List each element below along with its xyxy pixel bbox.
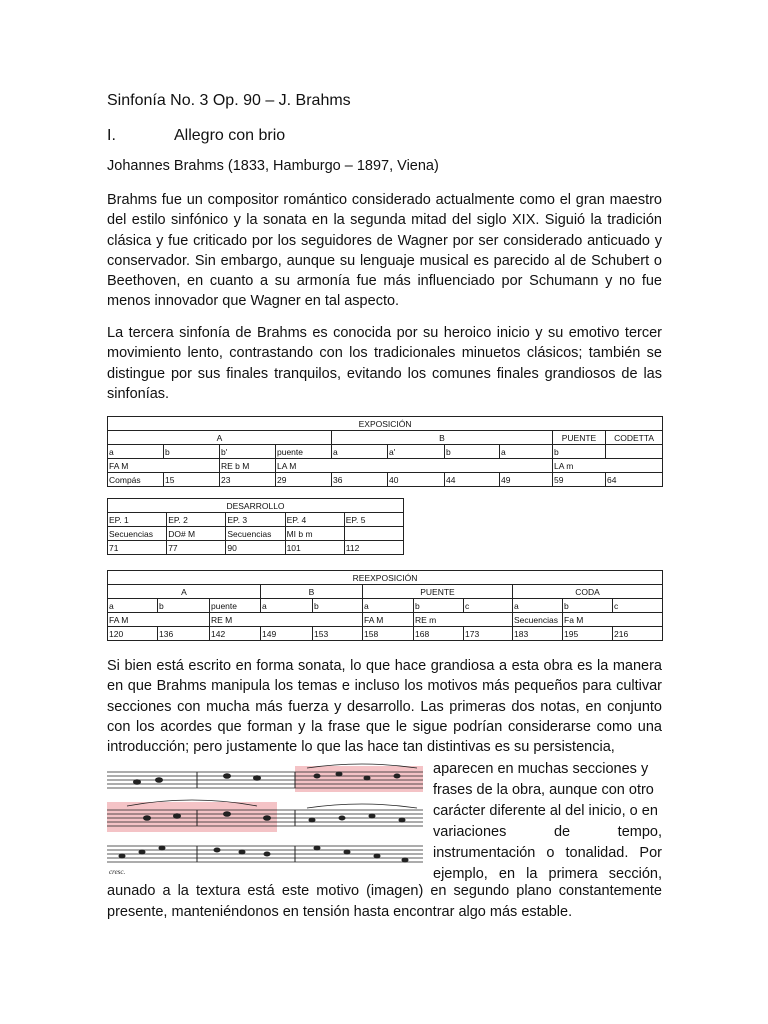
compas-cell: 23 xyxy=(220,473,276,487)
desarrollo-cell: Secuencias xyxy=(108,527,167,541)
episode-cell: EP. 5 xyxy=(344,513,403,527)
desarrollo-cell: Secuencias xyxy=(226,527,285,541)
motif-highlight xyxy=(107,802,277,832)
key-cell: RE b M xyxy=(220,459,276,473)
desarrollo-cell: 101 xyxy=(285,541,344,555)
key-cell: FA M xyxy=(108,613,210,627)
theme-cell: a xyxy=(513,599,563,613)
compas-cell: 29 xyxy=(276,473,332,487)
wrap-line: ejemplo, en la primera sección, xyxy=(433,865,662,882)
compas-cell: 64 xyxy=(606,473,663,487)
key-cell: LA M xyxy=(276,459,553,473)
compas-cell: 15 xyxy=(164,473,220,487)
key-cell: FA M xyxy=(363,613,414,627)
compas-cell: 120 xyxy=(108,627,158,641)
theme-cell: a' xyxy=(388,445,445,459)
desarrollo-table xyxy=(107,498,404,555)
theme-cell: b xyxy=(158,599,210,613)
compas-cell: 216 xyxy=(613,627,663,641)
paragraph-1: Brahms fue un compositor romántico considerado actualmente como el gran maestro del estilo sinfónico y la sonata en la segunda mitad del siglo XIX. Siguió la tradición clásica y fue criticado por los seguidores de Wagner por ser considerado anticuado y conservador. Sin embargo, aunque su lenguaje musical es parecido al de Schubert o Beethoven, en cuanto a su armonía fue más influenciado por Schumann y no fue menos innovador que Wagner en tal aspecto. xyxy=(107,192,662,310)
score-marking: cresc. xyxy=(109,868,126,876)
compas-cell: 142 xyxy=(210,627,261,641)
paragraph-3: Si bien está escrito en forma sonata, lo que hace grandiosa a esta obra es la manera en que Brahms manipula los temas e incluso los motivos más pequeños para cultivar secciones con mucha más fuerza y desarrollo. Las primeras dos notas, en conjunto con los acordes que forman y la frase que le sigue podrían considerarse como una introducción; pero justamente lo que las hace tan distintivas es su persistencia, xyxy=(107,658,662,756)
author-line: Johannes Brahms (1833, Hamburgo – 1897, Viena) xyxy=(107,158,439,174)
episode-cell: EP. 3 xyxy=(226,513,285,527)
theme-cell: a xyxy=(332,445,388,459)
section-number: I. xyxy=(107,127,116,144)
group-cell: PUENTE xyxy=(363,585,513,599)
theme-cell: puente xyxy=(276,445,332,459)
compas-cell: 49 xyxy=(500,473,553,487)
compas-cell: 183 xyxy=(513,627,563,641)
theme-cell: puente xyxy=(210,599,261,613)
key-cell: RE m xyxy=(414,613,513,627)
episode-cell: EP. 4 xyxy=(285,513,344,527)
section-heading xyxy=(107,127,285,145)
compas-cell: 36 xyxy=(332,473,388,487)
theme-cell: b xyxy=(164,445,220,459)
final-paragraph: aunado a la textura está este motivo (imagen) en segundo plano constantemente presente, manteniéndonos en tensión hasta encontrar algo más estable. xyxy=(107,883,662,920)
exposicion-table xyxy=(107,416,663,487)
reexposicion-table xyxy=(107,570,663,641)
desarrollo-cell: 71 xyxy=(108,541,167,555)
wrap-line: variaciones de tempo, xyxy=(433,823,662,840)
theme-cell: c xyxy=(613,599,663,613)
theme-cell: a xyxy=(108,445,164,459)
group-cell: CODETTA xyxy=(606,431,663,445)
theme-cell: a xyxy=(500,445,553,459)
theme-cell: b xyxy=(553,445,606,459)
section-label: Allegro con brio xyxy=(174,127,286,144)
theme-cell xyxy=(606,445,663,459)
key-cell: Secuencias xyxy=(513,613,563,627)
group-cell: B xyxy=(261,585,363,599)
theme-cell: b xyxy=(313,599,363,613)
desarrollo-cell: MI b m xyxy=(285,527,344,541)
compas-cell: 168 xyxy=(414,627,464,641)
theme-cell: b xyxy=(445,445,500,459)
paragraph-2: La tercera sinfonía de Brahms es conocida por su heroico inicio y su emotivo tercer movimiento lento, contrastando con los tradicionales minuetos clásicos; también se distingue por sus finales tranquilos, evitando los comunes finales grandiosos de las sinfonías. xyxy=(107,325,662,402)
group-cell: PUENTE xyxy=(553,431,606,445)
wrap-line: frases de la obra, aunque con otro xyxy=(433,781,654,798)
group-cell: CODA xyxy=(513,585,663,599)
theme-cell: b xyxy=(414,599,464,613)
theme-cell: a xyxy=(108,599,158,613)
theme-cell: b xyxy=(563,599,613,613)
desarrollo-header: DESARROLLO xyxy=(108,499,404,513)
exposicion-header: EXPOSICIÓN xyxy=(108,417,663,431)
wrapped-text xyxy=(433,759,662,884)
wrap-line: instrumentación o tonalidad. Por xyxy=(433,844,662,861)
compas-cell: 136 xyxy=(158,627,210,641)
reexposicion-header: REEXPOSICIÓN xyxy=(108,571,663,585)
episode-cell: EP. 1 xyxy=(108,513,167,527)
group-cell: B xyxy=(332,431,553,445)
wrap-line: carácter diferente al del inicio, o en xyxy=(433,802,658,819)
theme-cell: b' xyxy=(220,445,276,459)
desarrollo-cell: 112 xyxy=(344,541,403,555)
compas-cell: 149 xyxy=(261,627,313,641)
desarrollo-cell: DO# M xyxy=(167,527,226,541)
group-cell: A xyxy=(108,431,332,445)
compas-cell: 173 xyxy=(464,627,513,641)
compas-cell: 158 xyxy=(363,627,414,641)
theme-cell: a xyxy=(261,599,313,613)
key-cell: FA M xyxy=(108,459,220,473)
desarrollo-cell: 90 xyxy=(226,541,285,555)
desarrollo-cell: 77 xyxy=(167,541,226,555)
document-title: Sinfonía No. 3 Op. 90 – J. Brahms xyxy=(107,92,351,109)
theme-cell: a xyxy=(363,599,414,613)
episode-cell: EP. 2 xyxy=(167,513,226,527)
key-cell: RE M xyxy=(210,613,363,627)
desarrollo-cell xyxy=(344,527,403,541)
wrap-line: aparecen en muchas secciones y xyxy=(433,761,649,777)
score-excerpt-image xyxy=(107,762,423,877)
compas-cell: 40 xyxy=(388,473,445,487)
compas-cell: 195 xyxy=(563,627,613,641)
key-cell: LA m xyxy=(553,459,663,473)
compas-cell: 44 xyxy=(445,473,500,487)
key-cell: Fa M xyxy=(563,613,663,627)
compas-cell: 153 xyxy=(313,627,363,641)
group-cell: A xyxy=(108,585,261,599)
compas-cell: 59 xyxy=(553,473,606,487)
theme-cell: c xyxy=(464,599,513,613)
compas-label: Compás xyxy=(108,473,164,487)
